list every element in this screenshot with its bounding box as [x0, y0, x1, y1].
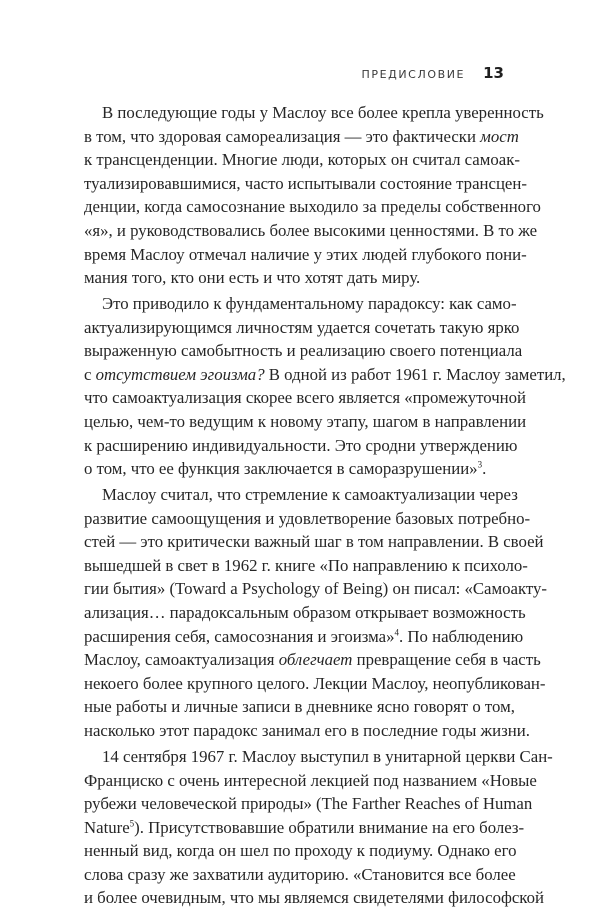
text-line	[84, 601, 526, 625]
body-text	[84, 101, 566, 910]
italic-run: облегчает	[278, 650, 353, 670]
text-line	[84, 101, 544, 125]
text-line	[84, 434, 518, 458]
italic-run: отсутствием эгоизма?	[95, 364, 265, 384]
text-run: вышедшей в свет в 1962 г. книге «По направлению к психоло-	[84, 555, 528, 575]
text-run: . По наблюдению	[399, 626, 524, 646]
text-run: .	[482, 459, 487, 479]
text-run: денции, когда самосознание выходило за пределы собственного	[84, 197, 541, 217]
text-line	[84, 648, 541, 672]
text-line	[84, 292, 517, 316]
text-run: насколько этот парадокс занимал его в последние годы жизни.	[84, 721, 530, 741]
text-run: развитие самоощущения и удовлетворение базовых потребно-	[84, 508, 531, 528]
text-run: превращение себя в часть	[352, 650, 541, 670]
text-run: слова сразу же захватили аудиторию. «Становится все более	[84, 864, 516, 884]
text-run: 14 сентября 1967 г. Маслоу выступил в унитарной церкви Сан-	[102, 746, 553, 766]
text-line	[84, 792, 533, 816]
text-line	[84, 243, 527, 267]
text-line	[84, 339, 523, 363]
text-line	[84, 219, 538, 243]
text-line	[84, 530, 544, 554]
text-run: Маслоу считал, что стремление к самоактуализации через	[102, 485, 518, 505]
italic-run: мост	[480, 126, 519, 146]
text-line	[84, 148, 520, 172]
text-line	[84, 483, 518, 507]
footnote-marker: 5	[129, 818, 135, 829]
text-run: ные работы и личные записи в дневнике ясно говорят о том,	[84, 697, 515, 717]
running-head	[362, 64, 505, 82]
text-line	[84, 410, 527, 434]
text-run: время Маслоу отмечал наличие у этих людей глубокого пони-	[84, 244, 527, 264]
text-run: актуализирующимся личностям удается сочетать такую ярко	[84, 317, 520, 337]
text-run: выраженную самобытность и реализацию своего потенциала	[84, 341, 523, 361]
text-line	[84, 695, 513, 719]
text-run: расширения себя, самосознания и эгоизма»	[84, 626, 395, 646]
page-number: 13	[483, 64, 504, 82]
text-line	[84, 554, 528, 578]
text-run: в том, что здоровая самореализация — это фактически	[84, 126, 481, 146]
footnote-marker: 3	[477, 459, 483, 470]
text-line	[84, 507, 531, 531]
text-run: стей — это критически важный шаг в том направлении. В своей	[84, 532, 544, 552]
footnote-marker: 4	[394, 627, 399, 638]
text-line	[84, 577, 547, 601]
text-line	[84, 316, 520, 340]
text-run: с	[84, 364, 96, 384]
text-run: ненный вид, когда он шел по проходу к подиуму. Однако его	[84, 841, 517, 861]
text-run: целью, чем-то ведущим к новому этапу, шагом в направлении	[84, 412, 527, 432]
text-line	[84, 457, 513, 481]
text-run: ). Присутствовавшие обратили внимание на его болез-	[134, 817, 525, 837]
text-run: ализация… парадоксальным образом открывает возможность	[84, 603, 526, 623]
text-run: некоего более крупного целого. Лекции Маслоу, неопубликован-	[84, 673, 546, 693]
text-run: и более очевидным, что мы являемся свидетелями философской	[84, 888, 544, 908]
text-run: о том, что ее функция заключается в саморазрушении»	[84, 459, 478, 479]
text-run: Франциско с очень интересной лекцией под названием «Новые	[84, 770, 537, 790]
section-title: ПРЕДИСЛОВИЕ	[361, 68, 466, 81]
text-run: рубежи человеческой природы» (The Farther Reaches of Human	[84, 794, 533, 814]
text-run: мания того, кто они есть и что хотят дать миру.	[84, 268, 421, 288]
text-run: Это приводило к фундаментальному парадоксу: как само-	[102, 294, 517, 314]
text-line	[84, 172, 527, 196]
text-run: к расширению индивидуальности. Это сродни утверждению	[84, 435, 518, 455]
text-line	[84, 816, 525, 840]
text-run: Nature	[84, 817, 130, 837]
text-line	[84, 886, 544, 910]
text-run: В последующие годы у Маслоу все более крепла уверенность	[102, 103, 544, 122]
text-run: В одной из работ 1961 г. Маслоу заметил,	[264, 364, 566, 384]
text-run: «я», и руководствовались более высокими ценностями. В то же	[84, 220, 538, 240]
text-run: туализировавшимися, часто испытывали состояние трансцен-	[84, 173, 527, 193]
text-run: к трансценденции. Многие люди, которых он считал самоак-	[84, 150, 520, 170]
text-line	[84, 769, 537, 793]
text-line	[84, 386, 527, 410]
text-run: Маслоу, самоактуализация	[84, 650, 279, 670]
text-run: гии бытия» (Toward a Psychology of Being) он писал: «Самоакту-	[84, 579, 547, 599]
text-line	[84, 745, 553, 769]
text-line	[84, 125, 519, 149]
text-run: что самоактуализация скорее всего является «промежуточной	[84, 388, 527, 408]
text-line	[84, 719, 530, 743]
text-line	[84, 195, 541, 219]
text-line	[84, 672, 546, 696]
text-line	[84, 363, 566, 387]
text-line	[84, 863, 516, 887]
text-line	[84, 625, 524, 649]
text-line	[84, 266, 513, 290]
text-line	[84, 839, 517, 863]
